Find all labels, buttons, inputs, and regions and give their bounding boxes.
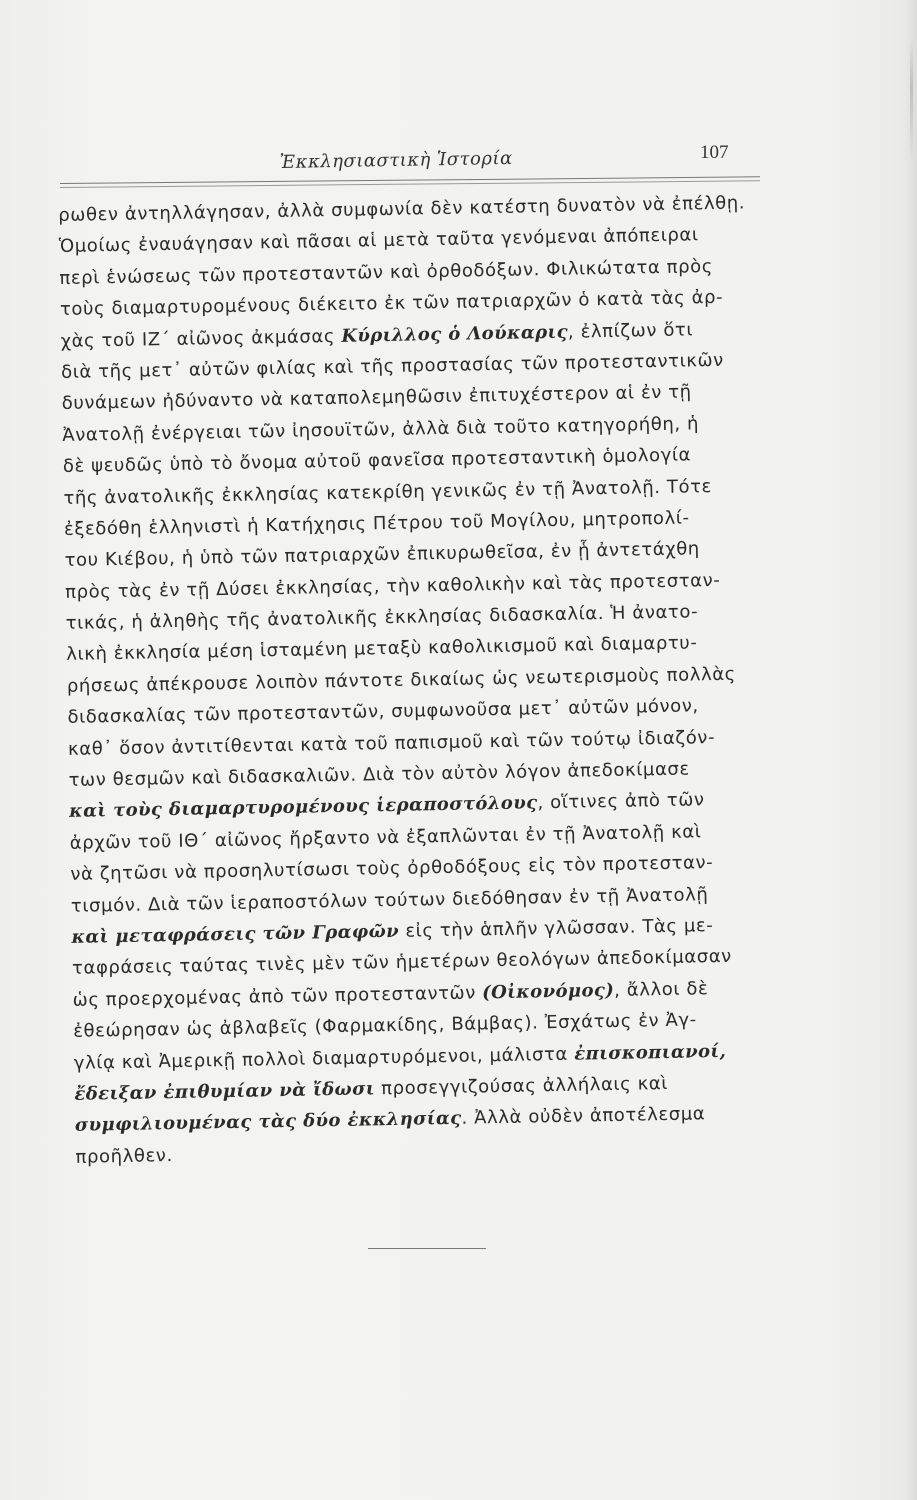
text-segment: καθ᾽ ὅσον ἀντιτίθενται κατὰ τοῦ παπισμοῦ καὶ τῶν τούτῳ ἰδιαζόν- [67, 726, 716, 760]
text-segment: πρὸς τὰς ἐν τῇ Δύσει ἐκκλησίας, τὴν καθολικὴν καὶ τὰς προτεσταν- [64, 569, 721, 603]
emphasized-phrase: ἔδειξαν ἐπιθυμίαν νὰ ἴδωσι [74, 1078, 376, 1105]
emphasized-phrase: καὶ τοὺς διαμαρτυρομένους ἱεραποστόλους [69, 792, 538, 823]
page-edge-shadow [903, 0, 917, 1500]
text-segment: χὰς τοῦ ΙΖ΄ αἰῶνος ἀκμάσας [60, 325, 342, 352]
text-segment: δυνάμεων ἠδύναντο νὰ καταπολεμηθῶσιν ἐπιτυχέστερον αἱ ἐν τῇ [61, 381, 692, 415]
page-number: 107 [700, 142, 729, 163]
text-segment: . Ἀλλὰ οὐδὲν ἀποτέλεσμα [461, 1103, 706, 1130]
text-segment: διὰ τῆς μετ᾽ αὐτῶν φιλίας καὶ τῆς προστασίας τῶν προτεσταντικῶν [60, 349, 725, 383]
text-segment: εἰς τὴν ἁπλῆν γλῶσσαν. Τὰς με- [398, 915, 714, 942]
text-segment: ρήσεως ἀπέκρουσε λοιπὸν πάντοτε δικαίως ὡς νεωτερισμοὺς πολλὰς [66, 663, 737, 697]
text-segment: τισμόν. Διὰ τῶν ἱεραποστόλων τούτων διεδόθησαν ἐν τῇ Ἀνατολῇ [70, 883, 709, 917]
text-segment: των θεσμῶν καὶ διδασκαλιῶν. Διὰ τὸν αὐτὸν λόγον ἀπεδοκίμασε [68, 758, 690, 791]
emphasized-phrase: Κύριλλος ὁ Λούκαρις [341, 321, 569, 347]
text-segment: , ἐλπίζων ὅτι [567, 318, 694, 343]
emphasized-phrase: (Οἰκονόμος) [482, 979, 615, 1004]
text-segment: γλίᾳ καὶ Ἀμερικῇ πολλοὶ διαμαρτυρόμενοι, μάλιστα [73, 1043, 575, 1074]
text-segment: διδασκαλίας τῶν προτεσταντῶν, συμφωνοῦσα μετ᾽ αὐτῶν μόνον, [67, 695, 699, 729]
page-header [60, 140, 770, 180]
text-segment: , ἄλλοι δὲ [613, 977, 709, 1001]
margin-stain [910, 40, 913, 160]
end-rule [368, 1248, 486, 1249]
text-segment: περὶ ἑνώσεως τῶν προτεσταντῶν καὶ ὀρθοδόξων. Φιλικώτατα πρὸς [59, 255, 714, 289]
text-segment: τῆς ἀνατολικῆς ἐκκλησίας κατεκρίθη γενικῶς ἐν τῇ Ἀνατολῇ. Τότε [63, 475, 713, 509]
text-segment: ὡς προερχομένας ἀπὸ τῶν προτεσταντῶν [72, 982, 483, 1011]
text-segment: Ἀνατολῇ ἐνέργειαι τῶν ἰησουϊτῶν, ἀλλὰ διὰ τοῦτο κατηγορήθη, ἡ [62, 413, 700, 446]
text-segment: νὰ ζητῶσι νὰ προσηλυτίσωσι τοὺς ὀρθοδόξους εἰς τὸν προτεσταν- [70, 852, 714, 886]
text-segment: δὲ ψευδῶς ὑπὸ τὸ ὄνομα αὐτοῦ φανεῖσα προτεσταντικὴ ὁμολογία [62, 444, 692, 478]
emphasized-phrase: συμφιλιουμένας τὰς δύο ἐκκλησίας [74, 1108, 462, 1137]
emphasized-phrase: καὶ μεταφράσεις τῶν Γραφῶν [71, 920, 400, 948]
running-title: Ἐκκλησιαστικὴ Ἱστορία [279, 147, 513, 173]
text-segment: ἀρχῶν τοῦ ΙΘ΄ αἰῶνος ἤρξαντο νὰ ἐξαπλῶνται ἐν τῇ Ἀνατολῇ καὶ [69, 821, 702, 854]
body-text [58, 187, 806, 1173]
text-segment: ταφράσεις ταύτας τινὲς μὲν τῶν ἡμετέρων θεολόγων ἀπεδοκίμασαν [71, 946, 733, 980]
text-segment: τικάς, ἡ ἀληθὴς τῆς ἀνατολικῆς ἐκκλησίας διδασκαλία. Ἡ ἀνατο- [65, 601, 699, 635]
text-segment: ρωθεν ἀντηλλάγησαν, ἀλλὰ συμφωνία δὲν κατέστη δυνατὸν νὰ ἐπέλθῃ. [58, 192, 746, 226]
text-segment: ἐθεώρησαν ὡς ἀβλαβεῖς (Φαρμακίδης, Βάμβας). Ἐσχάτως ἐν Ἀγ- [73, 1009, 697, 1043]
text-segment: Ὁμοίως ἐναυάγησαν καὶ πᾶσαι αἱ μετὰ ταῦτα γενόμεναι ἀπόπειραι [58, 224, 699, 258]
text-segment: προῆλθεν. [75, 1144, 173, 1168]
text-segment: ἐξεδόθη ἑλληνιστὶ ἡ Κατήχησις Πέτρου τοῦ Μογίλου, μητροπολί- [63, 507, 690, 540]
emphasized-phrase: ἐπισκοπιανοί, [574, 1040, 727, 1065]
text-segment: , οἵτινες ἀπὸ τῶν [537, 789, 705, 814]
text-segment: του Κιέβου, ἡ ὑπὸ τῶν πατριαρχῶν ἐπικυρωθεῖσα, ἐν ᾗ ἀντετάχθη [64, 538, 701, 572]
text-segment: προσεγγιζούσας ἀλλήλαις καὶ [374, 1072, 669, 1100]
text-segment: λικὴ ἐκκλησία μέση ἱσταμένη μεταξὺ καθολικισμοῦ καὶ διαμαρτυ- [66, 632, 698, 666]
text-segment: τοὺς διαμαρτυρομένους διέκειτο ἐκ τῶν πατριαρχῶν ὁ κατὰ τὰς ἀρ- [59, 287, 724, 321]
